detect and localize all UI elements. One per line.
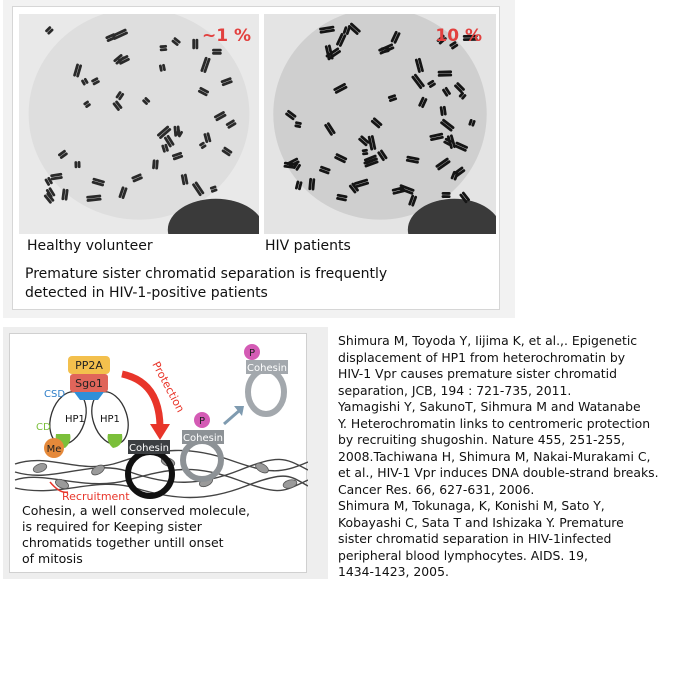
cohesin-p1-label: Cohesin bbox=[183, 433, 223, 444]
figure-description: Premature sister chromatid separation is frequently detected in HIV-1-positive patients bbox=[25, 266, 388, 301]
pp2a-label: PP2A bbox=[75, 359, 103, 372]
micrograph-healthy-image bbox=[19, 14, 259, 234]
percent-healthy: ~1 % bbox=[201, 26, 251, 46]
cohesin-p2-ring bbox=[248, 370, 284, 414]
p1-label: P bbox=[198, 416, 206, 427]
p2-label: P bbox=[248, 348, 256, 359]
sgo1-label: Sgo1 bbox=[75, 377, 103, 390]
top-figure-frame bbox=[12, 6, 500, 310]
me-label: Me bbox=[46, 444, 62, 455]
hp1-right-label: HP1 bbox=[100, 414, 120, 425]
caption-healthy: Healthy volunteer bbox=[27, 238, 153, 254]
protection-label: Protection bbox=[149, 359, 187, 415]
caption-hiv: HIV patients bbox=[265, 238, 351, 254]
protection-arrowhead bbox=[150, 424, 170, 440]
recruitment-label: Recruitment bbox=[62, 490, 130, 503]
top-figure-panel bbox=[3, 0, 515, 318]
release-arrow bbox=[224, 410, 240, 424]
percent-hiv: 10 % bbox=[435, 26, 482, 46]
cohesin-p1-ring bbox=[183, 441, 221, 479]
cohesin-p2-label: Cohesin bbox=[247, 363, 287, 374]
diagram-description: Cohesin, a well conserved molecule, is required for Keeping sister chromatids together untill onset of mitosis bbox=[22, 503, 251, 566]
csd-label: CSD bbox=[44, 389, 66, 400]
micrograph-hiv bbox=[264, 14, 496, 234]
cd-label: CD bbox=[36, 422, 51, 433]
micrograph-healthy bbox=[19, 14, 259, 234]
references-text: Shimura M, Toyoda Y, Iijima K, et al.,. Epigenetic displacement of HP1 from heterochromatin by HIV-1 Vpr causes premature sister chromatid separation, JCB, 194 : 721-735, 2011. Yamagishi Y, SakunoT, Sihmura M and Watanabe Y. Heterochromatin links to centromeric protection by recruiting shugoshin. Nature 455, 251-255, 2008.Tachiwana H, Shimura M, Nakai-Murakami C, et al., HIV-1 Vpr induces DNA double-strand breaks. Cancer Res. 66, 627-631, 2006. Shimura M, Tokunaga, K, Konishi M, Sato Y, Kobayashi C, Sata T and Ishizaka Y. Premature sister chromatid separation in HIV-1infected peripheral blood lymphocytes. AIDS. 19, 1434-1423, 2005. bbox=[338, 333, 659, 579]
cohesin-bound-label: Cohesin bbox=[129, 443, 169, 454]
micrograph-hiv-image bbox=[264, 14, 496, 234]
hp1-left-label: HP1 bbox=[65, 414, 85, 425]
